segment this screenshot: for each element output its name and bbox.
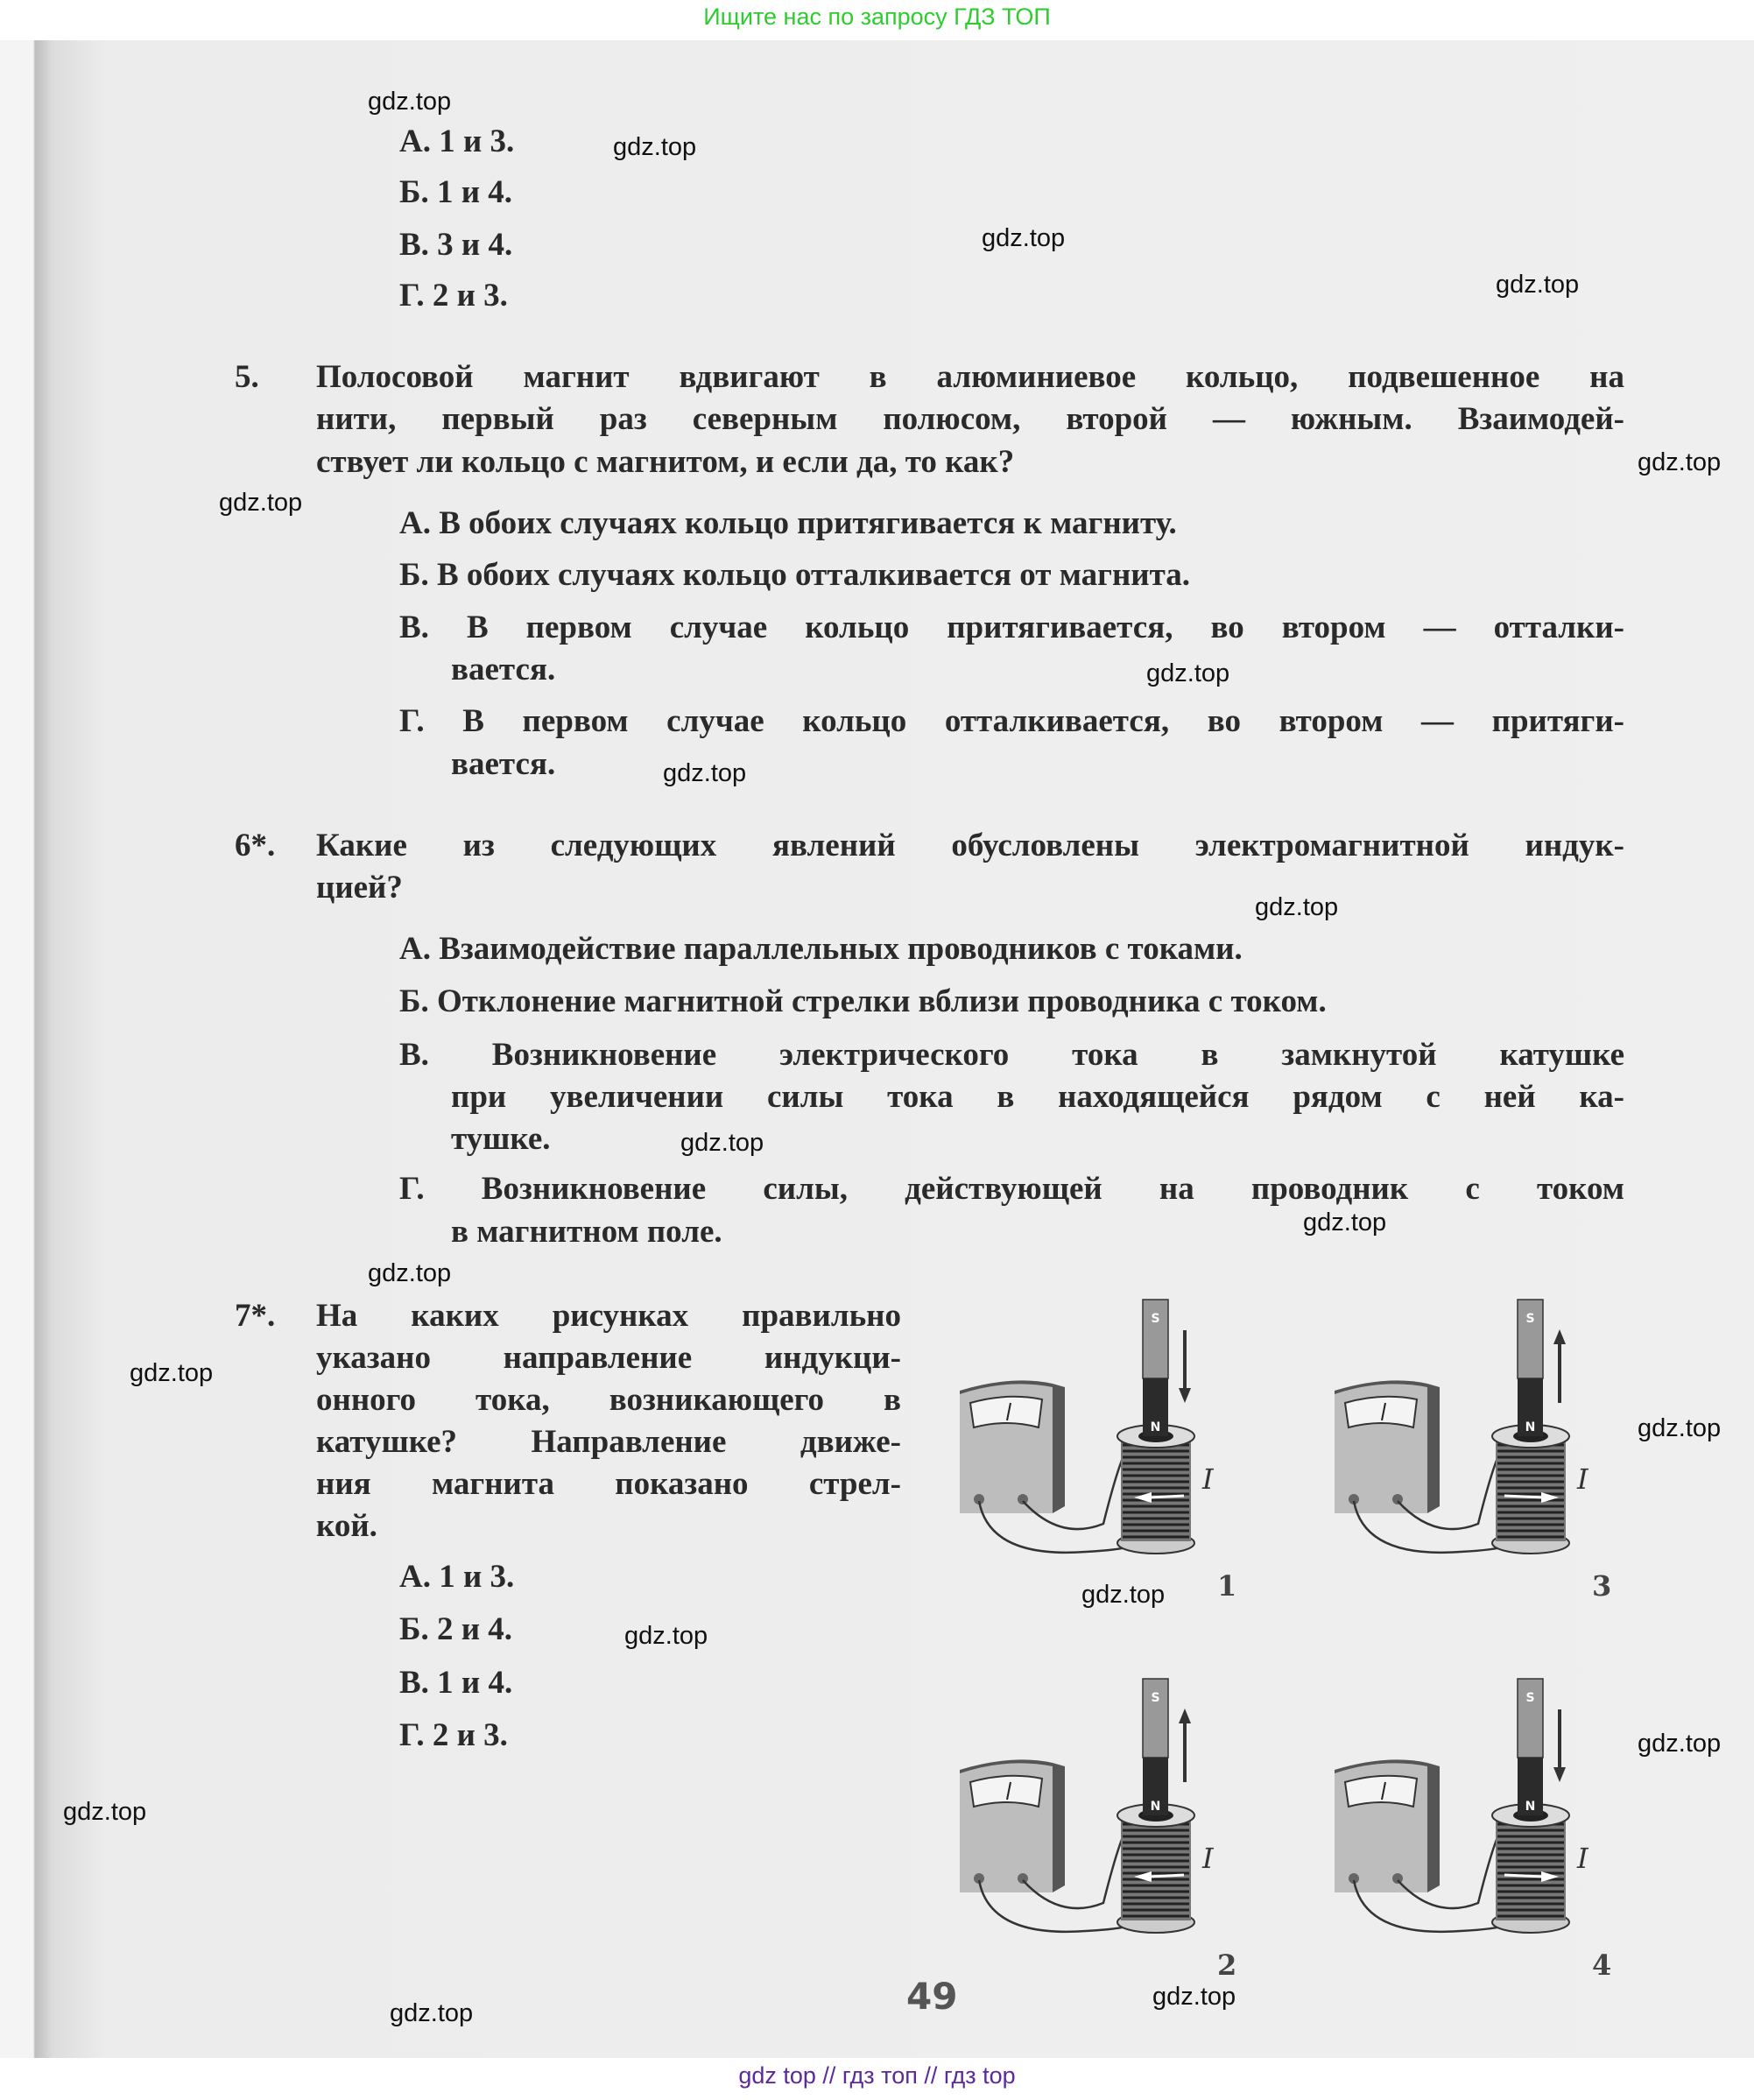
q7-text-line: кой. [316,1508,377,1544]
q6-option-c-cont: при увеличении силы тока в находящейся рядом с ней ка- [451,1079,1624,1115]
q6-option-c: В. Возникновение электрического тока в замкнутой катушке [399,1037,1624,1073]
arrow-down-icon [1553,1709,1566,1782]
figure-3 [1329,1296,1618,1603]
watermark: gdz.top [1638,448,1722,476]
q7-text-line: указано направление индукци- [316,1340,901,1376]
induction-diagram [1329,1675,1618,1982]
figure-label: 3 [1592,1569,1612,1603]
arrow-down-icon [1179,1330,1191,1403]
watermark: gdz.top [63,1798,147,1826]
q7-option-a: А. 1 и 3. [399,1559,515,1595]
q7-text-line: катушке? Направление движе- [316,1424,901,1460]
current-label: I [1202,1462,1214,1496]
footer-links[interactable]: gdz top // гдз топ // гдз top [738,2062,1016,2089]
q7-text-line: онного тока, возникающего в [316,1382,901,1418]
watermark: gdz.top [1152,1983,1236,2011]
q7-text-line: ния магнита показано стрел- [316,1466,901,1502]
q5-option-c-cont: вается. [451,652,556,687]
watermark: gdz.top [613,133,697,161]
q5-number: 5. [235,359,259,395]
arrow-up-icon [1179,1709,1191,1782]
coil [1117,1804,1194,1933]
q7-option-c: В. 1 и 4. [399,1665,513,1701]
watermark: gdz.top [1496,271,1580,299]
q4-option-d: Г. 2 и 3. [399,278,508,314]
q6-text-line: цией? [316,870,403,906]
q6-option-d-cont: в магнитном поле. [451,1214,722,1250]
figure-2 [954,1675,1243,1982]
bar-magnet [1518,1679,1543,1815]
current-label: I [1577,1462,1588,1496]
galvanometer [1335,1759,1440,1892]
induction-diagram [954,1675,1243,1982]
watermark: gdz.top [219,489,303,517]
watermark: gdz.top [368,1259,452,1287]
q5-text-line: ствует ли кольцо с магнитом, и если да, то как? [316,444,1015,480]
q6-number: 6*. [235,828,276,863]
galvanometer [960,1759,1065,1892]
bar-magnet [1143,1679,1168,1815]
galvanometer [1335,1380,1440,1513]
coil [1492,1425,1569,1554]
search-banner[interactable]: Ищите нас по запросу ГДЗ ТОП [703,4,1051,30]
q4-option-b: Б. 1 и 4. [399,174,513,210]
coil [1117,1425,1194,1554]
q6-option-c-cont: тушке. [451,1121,551,1157]
q5-text-line: Полосовой магнит вдвигают в алюминиевое кольцо, подвешенное на [316,359,1624,395]
induction-diagram [954,1296,1243,1603]
q4-option-c: В. 3 и 4. [399,227,513,263]
q5-option-c: В. В первом случае кольцо притягивается, во втором — отталки- [399,610,1624,645]
q7-option-d: Г. 2 и 3. [399,1717,508,1753]
watermark: gdz.top [680,1129,764,1157]
q7-text-line: На каких рисунках правильно [316,1298,901,1334]
pole-n-label: N [1525,1800,1536,1814]
pole-s-label: S [1151,1312,1160,1326]
bar-magnet [1518,1300,1543,1436]
coil [1492,1804,1569,1933]
q5-option-a: А. В обоих случаях кольцо притягивается к магниту. [399,505,1177,541]
watermark: gdz.top [368,88,452,116]
watermark: gdz.top [1081,1581,1166,1609]
current-label: I [1577,1842,1588,1875]
watermark: gdz.top [130,1359,214,1387]
induction-diagram [1329,1296,1618,1603]
figure-label: 4 [1592,1948,1612,1982]
pole-n-label: N [1525,1420,1536,1434]
watermark: gdz.top [624,1622,708,1650]
q5-text-line: нити, первый раз северным полюсом, второй — южным. Взаимодей- [316,401,1624,437]
figure-label: 1 [1217,1569,1237,1603]
q6-text-line: Какие из следующих явлений обусловлены электромагнитной индук- [316,828,1624,863]
q7-number: 7*. [235,1298,276,1334]
watermark: gdz.top [390,1999,474,2027]
watermark: gdz.top [1638,1414,1722,1442]
bar-magnet [1143,1300,1168,1436]
q6-option-b: Б. Отклонение магнитной стрелки вблизи проводника с током. [399,983,1327,1019]
page-number: 49 [906,1975,958,2018]
current-label: I [1202,1842,1214,1875]
q5-option-d: Г. В первом случае кольцо отталкивается, во втором — притяги- [399,703,1624,739]
pole-s-label: S [1525,1691,1535,1705]
q5-option-d-cont: вается. [451,746,556,782]
galvanometer [960,1380,1065,1513]
figure-4 [1329,1675,1618,1982]
watermark: gdz.top [1255,893,1339,921]
q5-option-b: Б. В обоих случаях кольцо отталкивается от магнита. [399,557,1190,593]
q6-option-a: А. Взаимодействие параллельных проводников с токами. [399,931,1243,967]
figure-label: 2 [1217,1948,1237,1982]
pole-n-label: N [1150,1420,1161,1434]
pole-s-label: S [1525,1312,1535,1326]
watermark: gdz.top [1303,1209,1387,1237]
arrow-up-icon [1553,1329,1566,1403]
q6-option-d: Г. Возникновение силы, действующей на проводник с током [399,1171,1624,1207]
q7-option-b: Б. 2 и 4. [399,1611,513,1647]
pole-s-label: S [1151,1691,1160,1705]
watermark: gdz.top [663,759,747,787]
watermark: gdz.top [1146,659,1230,687]
q4-option-a: А. 1 и 3. [399,123,515,159]
watermark: gdz.top [982,224,1066,252]
watermark: gdz.top [1638,1730,1722,1758]
pole-n-label: N [1150,1800,1161,1814]
figure-1 [954,1296,1243,1603]
